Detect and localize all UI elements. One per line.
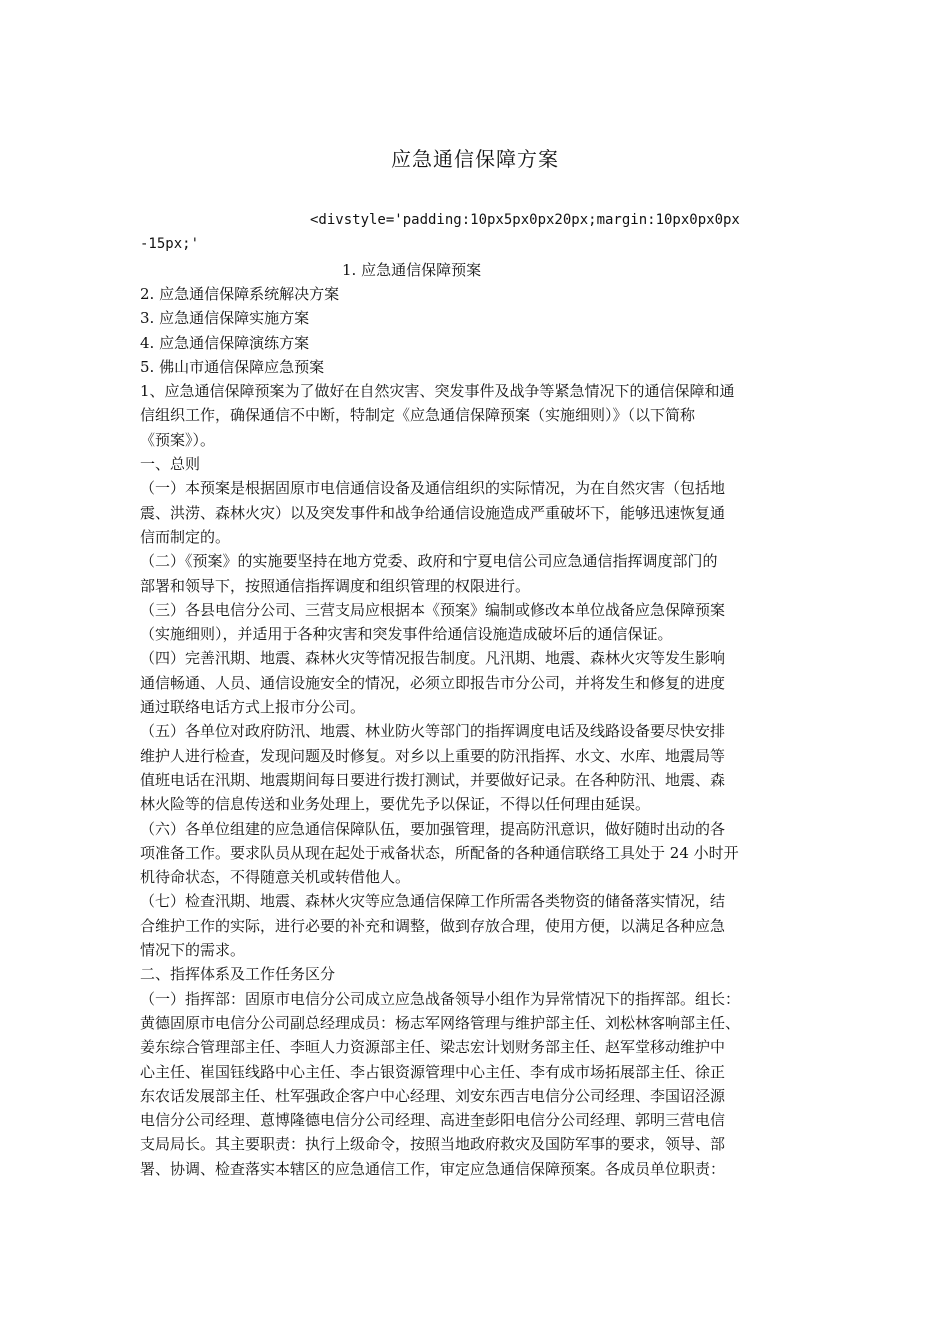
text-line: （六）各单位组建的应急通信保障队伍，要加强管理，提高防汛意识，做好随时出动的各 [140,819,726,838]
text-line: 维护人进行检查，发现问题及时修复。对乡以上重要的防汛指挥、水文、水库、地震局等 [140,746,726,765]
text-line: 署、协调、检查落实本辖区的应急通信工作，审定应急通信保障预案。各成员单位职责： [140,1159,726,1178]
text-line: 震、洪涝、森林火灾）以及突发事件和战争给通信设施造成严重破坏下，能够迅速恢复通 [140,503,726,522]
text-line: 值班电话在汛期、地震期间每日要进行拨打测试，并要做好记录。在各种防汛、地震、森 [140,770,726,789]
text-line: （七）检查汛期、地震、森林火灾等应急通信保障工作所需各类物资的储备落实情况，结 [140,892,726,911]
text-line: （二）《预案》的实施要坚持在地方党委、政府和宁夏电信公司应急通信指挥调度部门的 [140,552,718,571]
document-title: 应急通信保障方案 [391,147,559,171]
text-line: （一）本预案是根据固原市电信通信设备及通信组织的实际情况，为在自然灾害（包括地 [140,479,726,498]
html-code-fragment-line-2: -15px;' [140,236,200,252]
text-line: （三）各县电信分公司、三营支局应根据本《预案》编制或修改本单位战备应急保障预案 [140,600,726,619]
text-line: 一、总则 [140,455,201,474]
text-line: 4. 应急通信保障演练方案 [140,333,310,352]
text-line: 3. 应急通信保障实施方案 [140,309,310,328]
text-line: （实施细则），并适用于各种灾害和突发事件给通信设施造成破坏后的通信保证。 [140,625,673,644]
toc-item-1: 1. 应急通信保障预案 [342,261,482,279]
text-line: 黄德固原市电信分公司副总经理成员：杨志军网络管理与维护部主任、刘松林客响部主任、 [140,1013,741,1032]
text-line: 心主任、崔国钰线路中心主任、李占银资源管理中心主任、李有成市场拓展部主任、徐正 [140,1062,726,1081]
text-line: 林火险等的信息传送和业务处理上，要优先予以保证，不得以任何理由延误。 [140,795,651,814]
text-line: 5. 佛山市通信保障应急预案 [140,357,325,376]
text-line: 部署和领导下，按照通信指挥调度和组织管理的权限进行。 [140,576,531,595]
text-line: 信而制定的。 [140,527,231,546]
text-line: 信组织工作，确保通信不中断，特制定《应急通信保障预案（实施细则）》（以下简称 [140,406,696,425]
document-body [140,282,830,1181]
text-line: 二、指挥体系及工作任务区分 [140,965,336,984]
text-line: （一）指挥部：固原市电信分公司成立应急战备领导小组作为异常情况下的指挥部。组长： [140,989,741,1008]
text-line: （五）各单位对政府防汛、地震、林业防火等部门的指挥调度电话及线路设备要尽快安排 [140,722,726,741]
text-line: 项准备工作。要求队员从现在起处于戒备状态，所配备的各种通信联络工具处于 24 小时开 [140,843,739,862]
html-code-fragment-line-1: <divstyle='padding:10px5px0px20px;margin:10px0px0px [310,212,740,228]
text-line: 情况下的需求。 [140,941,246,960]
text-line: 机待命状态，不得随意关机或转借他人。 [140,868,411,887]
text-line: 通过联络电话方式上报市分公司。 [140,698,366,717]
text-line: 2. 应急通信保障系统解决方案 [140,285,340,303]
text-line: 东农话发展部主任、杜军强政企客户中心经理、刘安东西吉电信分公司经理、李国诏泾源 [140,1086,726,1105]
text-line: （四）完善汛期、地震、森林火灾等情况报告制度。凡汛期、地震、森林火灾等发生影响 [140,649,726,668]
text-line: 电信分公司经理、蒠博隆德电信分公司经理、高进奎彭阳电信分公司经理、郭明三营电信 [140,1111,726,1130]
text-line: 通信畅通、人员、通信设施安全的情况，必须立即报告市分公司，并将发生和修复的进度 [140,673,726,692]
text-line: 姜东综合管理部主任、李晅人力资源部主任、梁志宏计划财务部主任、赵军堂移动维护中 [140,1038,726,1057]
text-line: 合维护工作的实际，进行必要的补充和调整，做到存放合理，使用方便，以满足各种应急 [140,916,726,935]
text-line: 支局局长。其主要职责：执行上级命令，按照当地政府救灾及国防军事的要求，领导、部 [140,1135,726,1154]
text-line: 1、应急通信保障预案为了做好在自然灾害、突发事件及战争等紧急情况下的通信保障和通 [140,382,735,401]
text-line: 《预案》）。 [140,430,216,449]
